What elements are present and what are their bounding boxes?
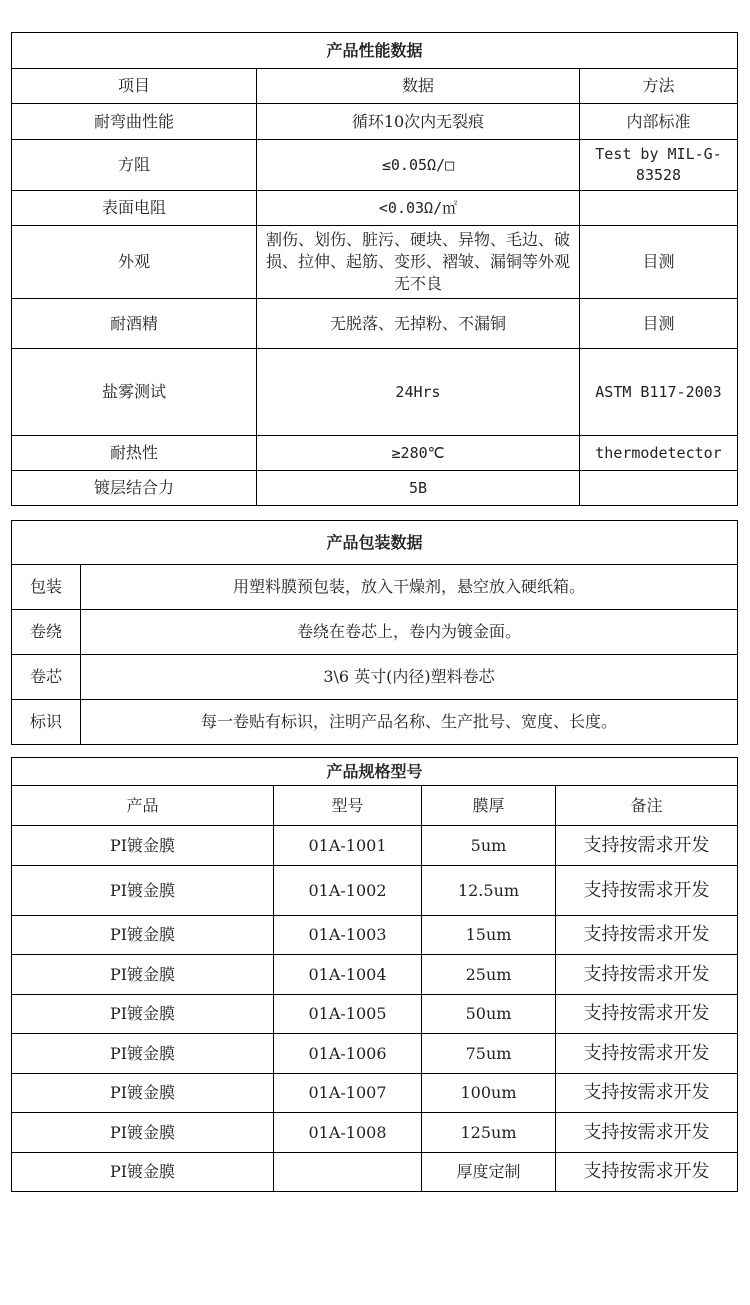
perf-data: ≥280℃ bbox=[257, 436, 580, 471]
header-model: 型号 bbox=[274, 786, 422, 826]
spec-model: 01A-1001 bbox=[274, 826, 422, 866]
pack-value: 每一卷贴有标识，注明产品名称、生产批号、宽度、长度。 bbox=[81, 700, 738, 745]
spec-model bbox=[274, 1153, 422, 1192]
spec-note: 支持按需求开发 bbox=[556, 916, 738, 955]
spec-thickness: 25um bbox=[422, 955, 556, 995]
perf-method: 内部标准 bbox=[580, 104, 738, 140]
perf-data: <0.03Ω/㎡ bbox=[257, 191, 580, 226]
pack-label: 卷芯 bbox=[12, 655, 81, 700]
spec-note: 支持按需求开发 bbox=[556, 826, 738, 866]
performance-table bbox=[11, 32, 738, 506]
perf-item: 耐热性 bbox=[12, 436, 257, 471]
specs-table bbox=[11, 757, 738, 1192]
spec-thickness: 125um bbox=[422, 1113, 556, 1153]
header-method: 方法 bbox=[580, 69, 738, 104]
spec-thickness: 50um bbox=[422, 995, 556, 1034]
spec-note: 支持按需求开发 bbox=[556, 955, 738, 995]
perf-method bbox=[580, 471, 738, 506]
header-item: 项目 bbox=[12, 69, 257, 104]
perf-data: 5B bbox=[257, 471, 580, 506]
perf-method: 目测 bbox=[580, 299, 738, 349]
header-note: 备注 bbox=[556, 786, 738, 826]
perf-method: thermodetector bbox=[580, 436, 738, 471]
spec-thickness: 5um bbox=[422, 826, 556, 866]
perf-item: 外观 bbox=[12, 226, 257, 299]
perf-method: 目测 bbox=[580, 226, 738, 299]
spec-product: PI镀金膜 bbox=[12, 826, 274, 866]
spec-note: 支持按需求开发 bbox=[556, 1034, 738, 1074]
spec-thickness: 12.5um bbox=[422, 866, 556, 916]
pack-value: 用塑料膜预包装，放入干燥剂，悬空放入硬纸箱。 bbox=[81, 565, 738, 610]
performance-title: 产品性能数据 bbox=[12, 33, 738, 69]
spec-model: 01A-1005 bbox=[274, 995, 422, 1034]
spec-product: PI镀金膜 bbox=[12, 916, 274, 955]
perf-method: Test by MIL-G-83528 bbox=[580, 140, 738, 191]
spec-product: PI镀金膜 bbox=[12, 955, 274, 995]
perf-item: 方阻 bbox=[12, 140, 257, 191]
spec-model: 01A-1008 bbox=[274, 1113, 422, 1153]
specs-title: 产品规格型号 bbox=[12, 758, 738, 786]
spec-model: 01A-1006 bbox=[274, 1034, 422, 1074]
perf-data: ≤0.05Ω/□ bbox=[257, 140, 580, 191]
perf-item: 耐弯曲性能 bbox=[12, 104, 257, 140]
perf-data: 循环10次内无裂痕 bbox=[257, 104, 580, 140]
header-data: 数据 bbox=[257, 69, 580, 104]
pack-value: 3\6 英寸(内径)塑料卷芯 bbox=[81, 655, 738, 700]
spec-model: 01A-1002 bbox=[274, 866, 422, 916]
spec-thickness: 厚度定制 bbox=[422, 1153, 556, 1192]
spec-note: 支持按需求开发 bbox=[556, 1153, 738, 1192]
spec-note: 支持按需求开发 bbox=[556, 995, 738, 1034]
spec-model: 01A-1007 bbox=[274, 1074, 422, 1113]
spec-product: PI镀金膜 bbox=[12, 1113, 274, 1153]
packaging-table bbox=[11, 520, 738, 745]
spec-product: PI镀金膜 bbox=[12, 866, 274, 916]
perf-item: 表面电阻 bbox=[12, 191, 257, 226]
spec-thickness: 100um bbox=[422, 1074, 556, 1113]
perf-item: 镀层结合力 bbox=[12, 471, 257, 506]
perf-data: 24Hrs bbox=[257, 349, 580, 436]
spec-note: 支持按需求开发 bbox=[556, 1113, 738, 1153]
perf-method: ASTM B117-2003 bbox=[580, 349, 738, 436]
spec-note: 支持按需求开发 bbox=[556, 1074, 738, 1113]
spec-product: PI镀金膜 bbox=[12, 1153, 274, 1192]
spec-thickness: 15um bbox=[422, 916, 556, 955]
perf-item: 耐酒精 bbox=[12, 299, 257, 349]
spec-product: PI镀金膜 bbox=[12, 1034, 274, 1074]
perf-method bbox=[580, 191, 738, 226]
spec-note: 支持按需求开发 bbox=[556, 866, 738, 916]
pack-label: 卷绕 bbox=[12, 610, 81, 655]
pack-label: 包装 bbox=[12, 565, 81, 610]
pack-value: 卷绕在卷芯上，卷内为镀金面。 bbox=[81, 610, 738, 655]
perf-data: 无脱落、无掉粉、不漏铜 bbox=[257, 299, 580, 349]
spec-product: PI镀金膜 bbox=[12, 1074, 274, 1113]
spec-thickness: 75um bbox=[422, 1034, 556, 1074]
perf-data: 割伤、划伤、脏污、硬块、异物、毛边、破损、拉伸、起筋、变形、褶皱、漏铜等外观无不良 bbox=[257, 226, 580, 299]
spec-model: 01A-1004 bbox=[274, 955, 422, 995]
packaging-title: 产品包装数据 bbox=[12, 521, 738, 565]
header-product: 产品 bbox=[12, 786, 274, 826]
perf-item: 盐雾测试 bbox=[12, 349, 257, 436]
header-thickness: 膜厚 bbox=[422, 786, 556, 826]
spec-model: 01A-1003 bbox=[274, 916, 422, 955]
pack-label: 标识 bbox=[12, 700, 81, 745]
spec-product: PI镀金膜 bbox=[12, 995, 274, 1034]
